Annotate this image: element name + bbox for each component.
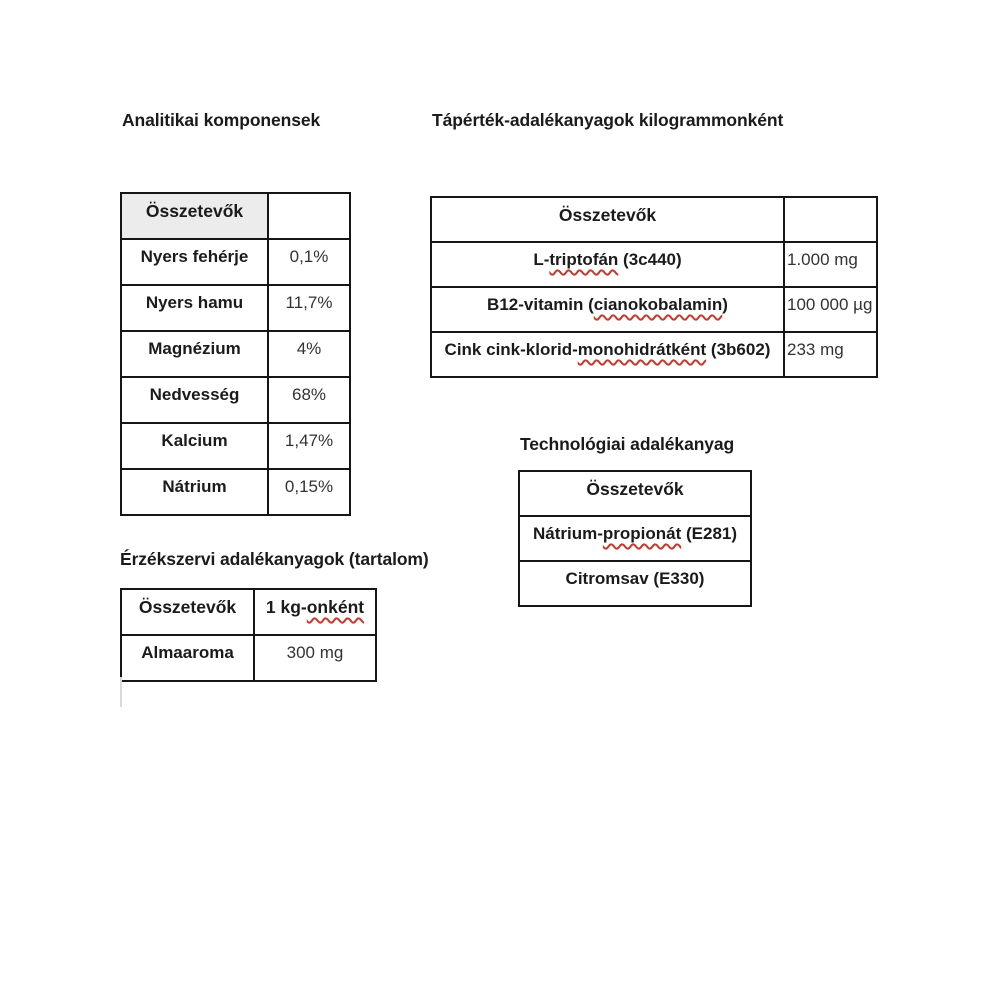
component-value: 0,1%: [268, 239, 350, 285]
additive-name: Almaaroma: [121, 635, 254, 681]
table-row: [121, 469, 350, 515]
component-value: 11,7%: [268, 285, 350, 331]
table-header-cell: Összetevők: [121, 589, 254, 635]
table-header-row: [519, 471, 751, 516]
table-header-row: [431, 197, 877, 242]
table-edge-artifact: [120, 677, 122, 707]
misspelled-word: triptofán: [549, 250, 619, 269]
table-row: [121, 423, 350, 469]
table-header-cell: Összetevők: [121, 193, 268, 239]
additive-name: Citromsav (E330): [519, 561, 751, 606]
component-name: Nyers fehérje: [121, 239, 268, 285]
misspelled-word: propionát: [602, 524, 682, 543]
additive-name: L-triptofán (3c440): [431, 242, 784, 287]
table-header-row: [121, 589, 376, 635]
nutritional-additives-table: [430, 196, 878, 378]
additive-name: Nátrium-propionát (E281): [519, 516, 751, 561]
table-row: [431, 287, 877, 332]
table-header-empty-cell: [784, 197, 877, 242]
sensory-section-title: Érzékszervi adalékanyagok (tartalom): [120, 549, 429, 569]
component-name: Nyers hamu: [121, 285, 268, 331]
additive-amount: 100 000 µg: [784, 287, 877, 332]
table-row: [431, 332, 877, 377]
technological-section-title: Technológiai adalékanyag: [520, 434, 735, 454]
component-value: 0,15%: [268, 469, 350, 515]
component-value: 68%: [268, 377, 350, 423]
component-name: Magnézium: [121, 331, 268, 377]
component-name: Kalcium: [121, 423, 268, 469]
sensory-additives-table: [120, 588, 377, 682]
additive-name: Cink cink-klorid-monohidrátként (3b602): [431, 332, 784, 377]
table-row: [121, 635, 376, 681]
table-row: [519, 516, 751, 561]
table-header-row: [121, 193, 350, 239]
analytical-components-table: [120, 192, 351, 516]
table-row: [121, 377, 350, 423]
component-value: 4%: [268, 331, 350, 377]
table-header-cell: Összetevők: [431, 197, 784, 242]
misspelled-word: cianokobalamin: [593, 295, 723, 314]
additive-amount: 1.000 mg: [784, 242, 877, 287]
component-value: 1,47%: [268, 423, 350, 469]
component-name: Nátrium: [121, 469, 268, 515]
table-row: [431, 242, 877, 287]
additive-name: B12-vitamin (cianokobalamin): [431, 287, 784, 332]
analytical-section-title: Analitikai komponensek: [122, 110, 321, 130]
table-header-cell: Összetevők: [519, 471, 751, 516]
component-name: Nedvesség: [121, 377, 268, 423]
technological-additives-table: [518, 470, 752, 607]
table-header-empty-cell: [268, 193, 350, 239]
table-header-cell: 1 kg-onként: [254, 589, 376, 635]
misspelled-word: onként: [306, 597, 365, 617]
additive-amount: 300 mg: [254, 635, 376, 681]
table-row: [121, 239, 350, 285]
table-row: [519, 561, 751, 606]
table-row: [121, 331, 350, 377]
nutritional-section-title: Tápérték-adalékanyagok kilogrammonként: [432, 110, 784, 130]
table-row: [121, 285, 350, 331]
misspelled-word: monohidrátként: [577, 340, 707, 359]
additive-amount: 233 mg: [784, 332, 877, 377]
